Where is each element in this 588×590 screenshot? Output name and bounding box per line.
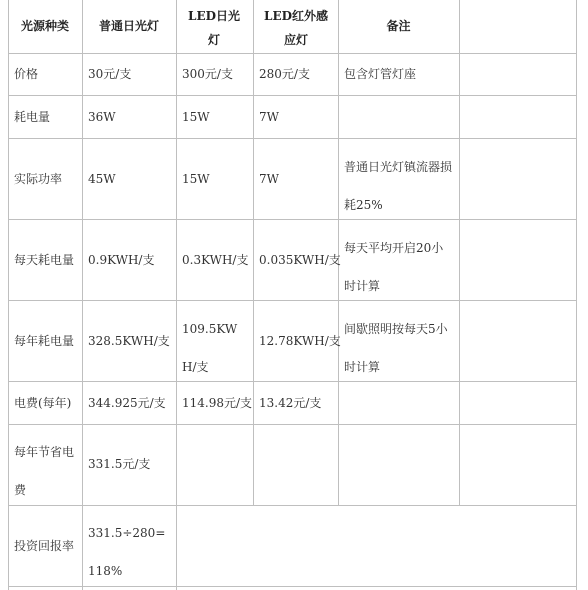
cell-fluorescent: 0.9KWH/支 bbox=[88, 253, 155, 267]
cell-led: 0.3KWH/支 bbox=[182, 253, 249, 267]
row-label: 耗电量 bbox=[14, 110, 51, 124]
header-fluorescent: 普通日光灯 bbox=[98, 19, 159, 33]
row-label: 每天耗电量 bbox=[14, 253, 75, 267]
grid-line bbox=[459, 0, 460, 505]
cell-led-infrared: 0.035KWH/支 bbox=[259, 253, 341, 267]
cell-note: 包含灯管灯座 bbox=[344, 67, 417, 81]
cell-led-infrared: 7W bbox=[259, 172, 279, 186]
grid-line bbox=[8, 95, 577, 96]
row-label: 每年耗电量 bbox=[14, 334, 75, 348]
row-label: 每年节省电费 bbox=[14, 445, 75, 497]
cell-led: 109.5KWH/支 bbox=[182, 322, 238, 374]
grid-line bbox=[8, 219, 577, 220]
grid-line bbox=[8, 505, 577, 506]
cell-led: 15W bbox=[182, 110, 210, 124]
cell-led: 114.98元/支 bbox=[182, 396, 253, 410]
header-notes: 备注 bbox=[386, 19, 411, 33]
row-label: 投资回报率 bbox=[14, 539, 75, 553]
grid-line bbox=[176, 0, 177, 590]
grid-line bbox=[8, 0, 9, 590]
cell-led-infrared: 12.78KWH/支 bbox=[259, 334, 341, 348]
grid-line bbox=[576, 0, 577, 590]
cell-fluorescent: 344.925元/支 bbox=[88, 396, 166, 410]
grid-line bbox=[82, 0, 83, 590]
cell-led-infrared: 280元/支 bbox=[259, 67, 310, 81]
cell-note: 间歇照明按每天5小时计算 bbox=[344, 322, 448, 374]
header-led-infrared: LED红外感应灯 bbox=[264, 9, 328, 47]
cell-fluorescent: 331.5元/支 bbox=[88, 457, 151, 471]
row-label: 价格 bbox=[14, 67, 39, 81]
cell-fluorescent: 36W bbox=[88, 110, 116, 124]
cell-led-infrared: 7W bbox=[259, 110, 279, 124]
header-led: LED日光灯 bbox=[188, 9, 240, 47]
header-light-type: 光源种类 bbox=[20, 19, 69, 33]
grid-line bbox=[8, 381, 577, 382]
cell-fluorescent: 30元/支 bbox=[88, 67, 132, 81]
cell-led-infrared: 13.42元/支 bbox=[259, 396, 322, 410]
cell-fluorescent: 328.5KWH/支 bbox=[88, 334, 170, 348]
cell-note: 普通日光灯镇流器损耗25% bbox=[344, 160, 453, 212]
grid-line bbox=[8, 138, 577, 139]
cell-note: 每天平均开启20小时计算 bbox=[344, 241, 444, 293]
grid-line bbox=[8, 300, 577, 301]
row-label: 电费(每年) bbox=[14, 396, 72, 410]
cell-fluorescent: 45W bbox=[88, 172, 116, 186]
grid-line bbox=[253, 0, 254, 505]
grid-line bbox=[8, 424, 577, 425]
row-label: 实际功率 bbox=[14, 172, 63, 186]
cell-led: 15W bbox=[182, 172, 210, 186]
cell-led: 300元/支 bbox=[182, 67, 233, 81]
grid-line bbox=[8, 53, 577, 54]
cell-fluorescent: 331.5÷280=118% bbox=[88, 526, 166, 578]
